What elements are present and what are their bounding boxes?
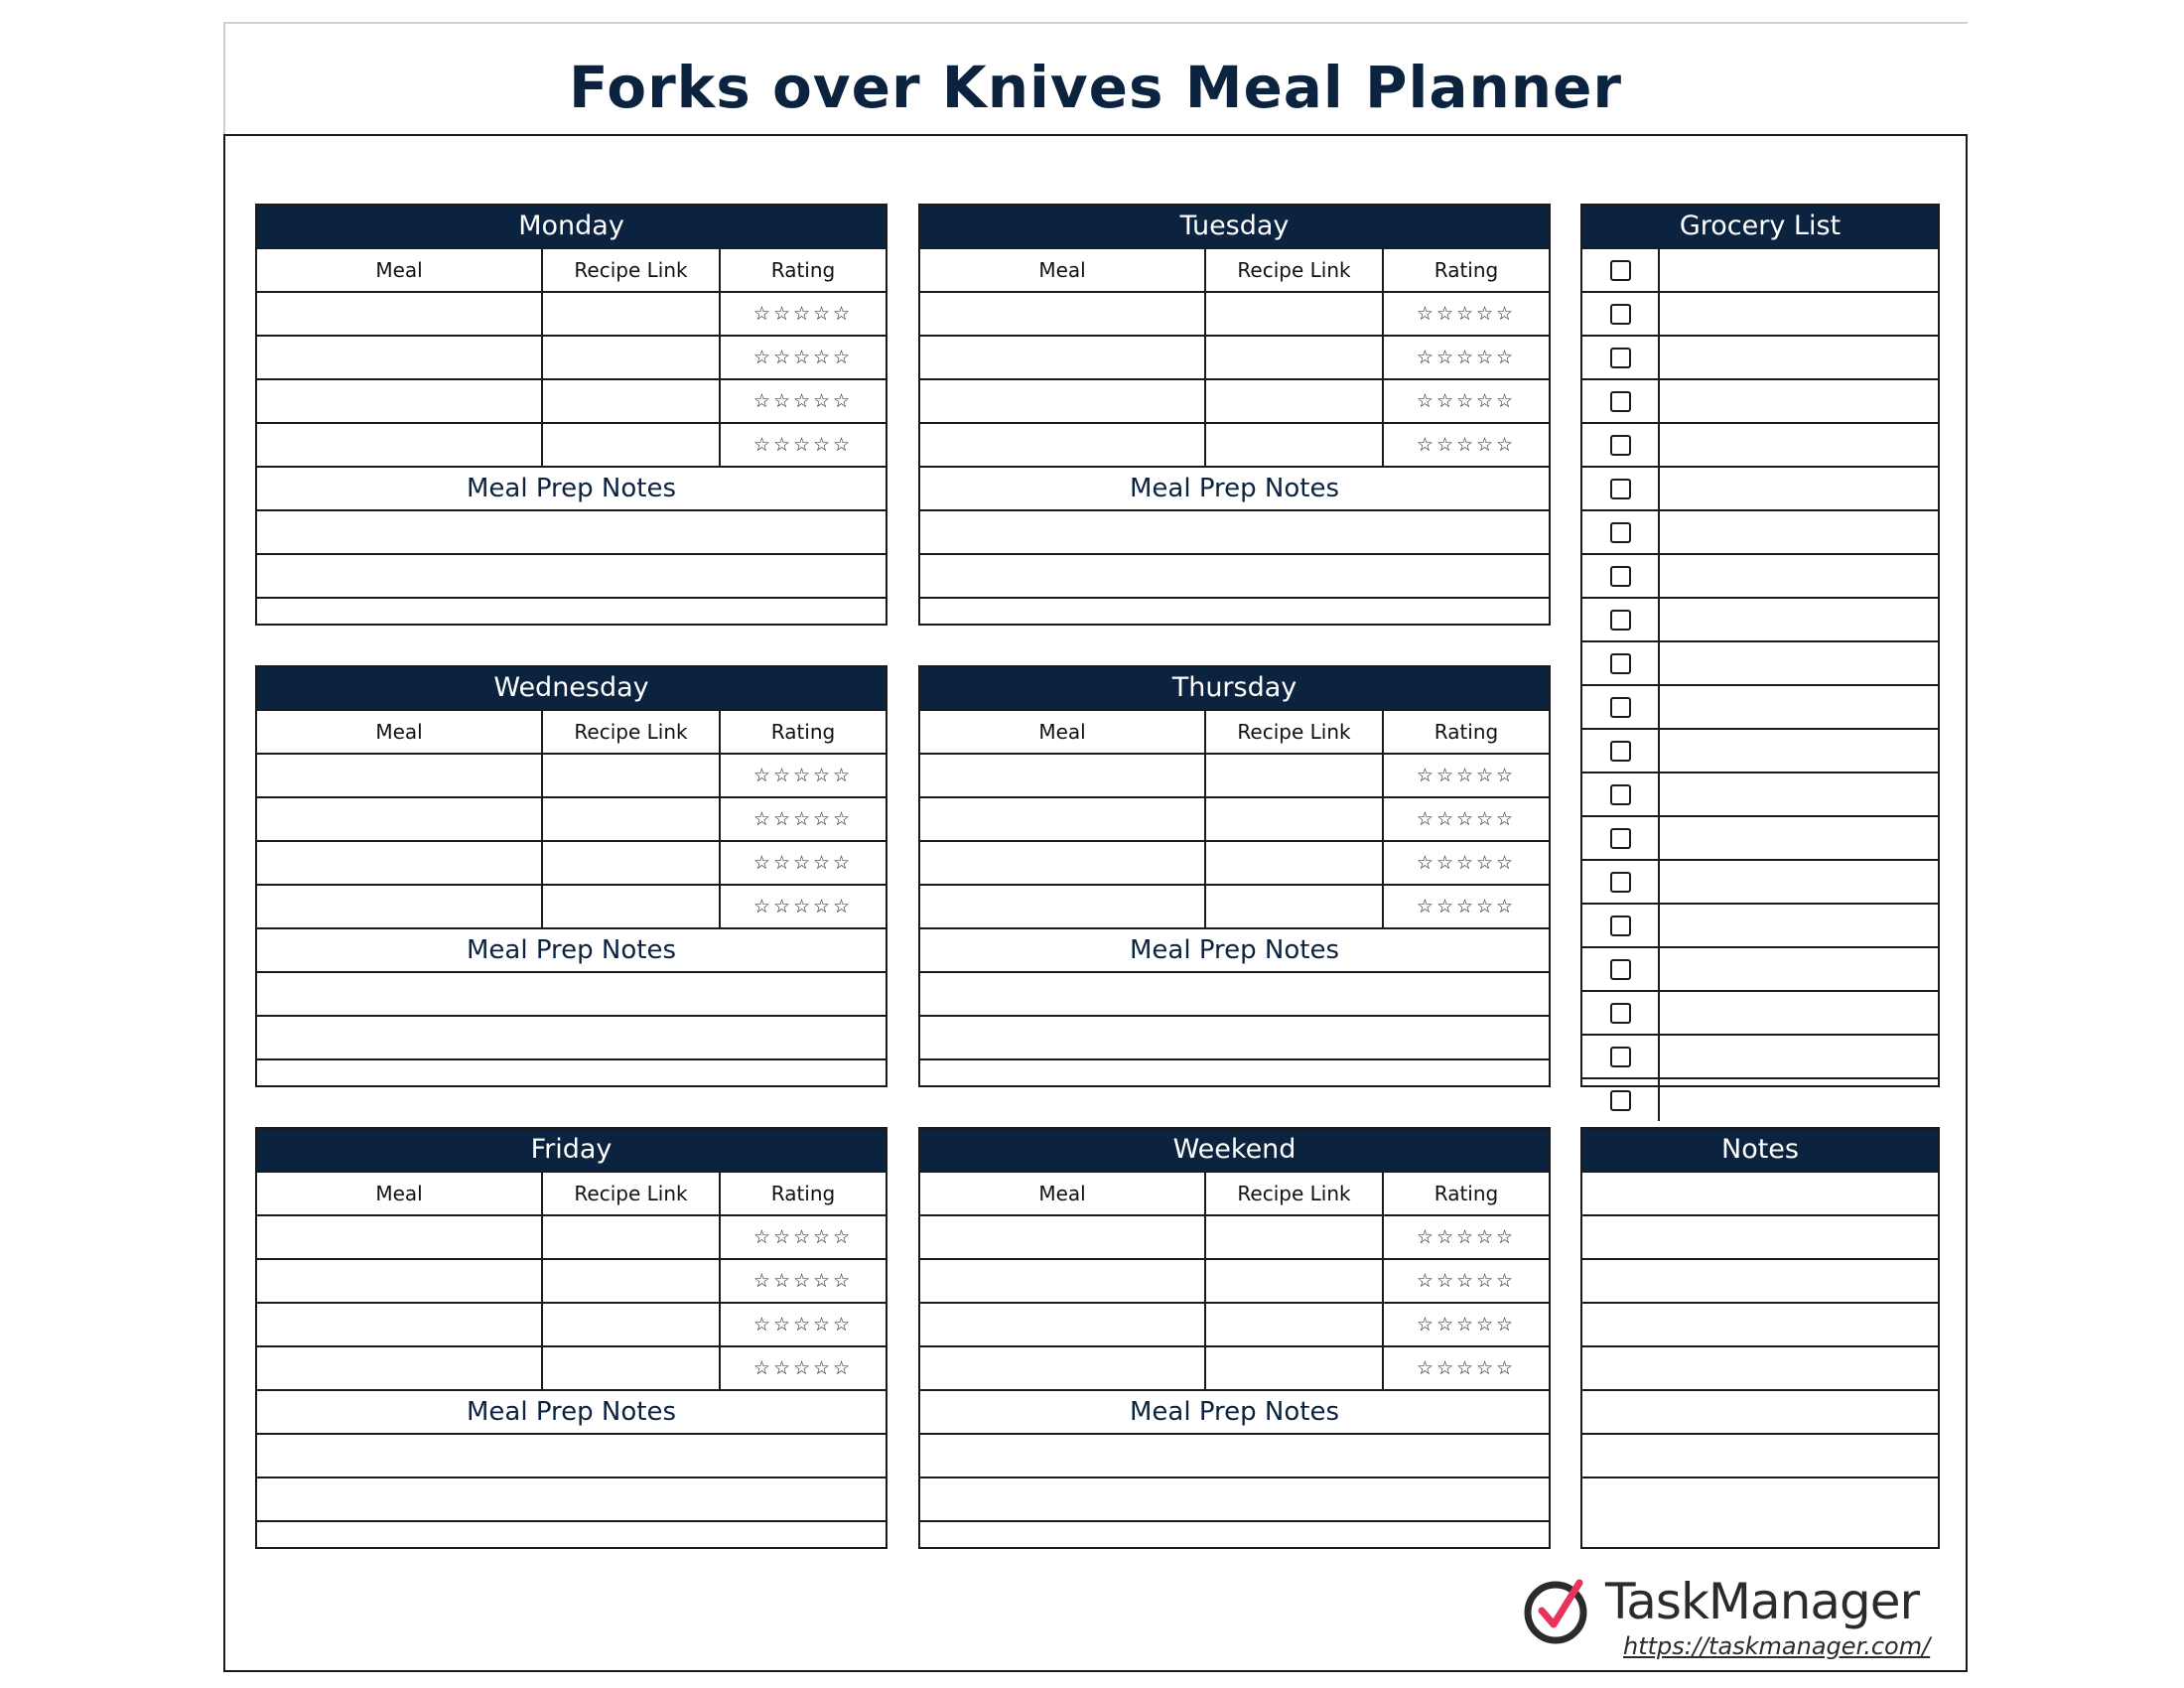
checkbox-icon[interactable]	[1610, 828, 1631, 849]
recipe-link-cell[interactable]	[543, 1304, 721, 1345]
grocery-item-field[interactable]	[1660, 468, 1938, 509]
grocery-checkbox-cell[interactable]	[1582, 992, 1660, 1034]
rating-stars-icon[interactable]: ☆☆☆☆☆	[752, 390, 854, 412]
meal-column-header: Meal	[920, 249, 1206, 291]
meal-row	[257, 1214, 886, 1258]
rating-stars-icon[interactable]: ☆☆☆☆☆	[752, 1314, 854, 1336]
meal-prep-note-line[interactable]	[257, 1520, 886, 1564]
recipe-link-cell[interactable]	[1206, 798, 1384, 840]
rating-stars-icon[interactable]: ☆☆☆☆☆	[752, 896, 854, 917]
checkbox-icon[interactable]	[1610, 566, 1631, 587]
checkbox-icon[interactable]	[1610, 522, 1631, 543]
meal-prep-notes-heading: Meal Prep Notes	[257, 1389, 886, 1433]
rating-cell[interactable]	[721, 842, 886, 884]
meal-row	[920, 335, 1549, 378]
recipe-link-cell[interactable]	[1206, 842, 1384, 884]
rating-cell[interactable]	[1384, 293, 1549, 335]
rating-stars-icon[interactable]: ☆☆☆☆☆	[1416, 1314, 1517, 1336]
meal-cell[interactable]	[257, 424, 543, 466]
meal-cell[interactable]	[257, 755, 543, 796]
meal-prep-note-line[interactable]	[920, 553, 1549, 597]
checkbox-icon[interactable]	[1610, 697, 1631, 718]
checkbox-icon[interactable]	[1610, 915, 1631, 936]
meal-column-header: Meal	[920, 711, 1206, 753]
meal-row	[920, 1258, 1549, 1302]
meal-cell[interactable]	[257, 293, 543, 335]
rating-cell[interactable]	[721, 886, 886, 927]
meal-prep-notes-heading: Meal Prep Notes	[257, 466, 886, 509]
meal-cell[interactable]	[257, 337, 543, 378]
grocery-checkbox-cell[interactable]	[1582, 642, 1660, 684]
rating-stars-icon[interactable]: ☆☆☆☆☆	[752, 347, 854, 368]
column-header-row	[257, 1171, 886, 1214]
meal-row	[257, 796, 886, 840]
rating-stars-icon[interactable]: ☆☆☆☆☆	[752, 1270, 854, 1292]
checkbox-icon[interactable]	[1610, 784, 1631, 805]
rating-stars-icon[interactable]: ☆☆☆☆☆	[1416, 808, 1517, 830]
recipe-link-cell[interactable]	[1206, 886, 1384, 927]
rating-stars-icon[interactable]: ☆☆☆☆☆	[1416, 1226, 1517, 1248]
notes-line[interactable]	[1582, 1433, 1938, 1477]
rating-cell[interactable]	[1384, 886, 1549, 927]
day-card-friday	[255, 1127, 887, 1549]
checkbox-icon[interactable]	[1610, 348, 1631, 368]
rating-cell[interactable]	[1384, 1260, 1549, 1302]
grocery-item-row	[1582, 509, 1938, 553]
checkbox-icon[interactable]	[1610, 1003, 1631, 1024]
grocery-checkbox-cell[interactable]	[1582, 1079, 1660, 1121]
rating-stars-icon[interactable]: ☆☆☆☆☆	[752, 1357, 854, 1379]
notes-line[interactable]	[1582, 1214, 1938, 1258]
rating-stars-icon[interactable]: ☆☆☆☆☆	[1416, 896, 1517, 917]
meal-prep-note-line[interactable]	[257, 1433, 886, 1477]
grocery-checkbox-cell[interactable]	[1582, 948, 1660, 990]
grocery-checkbox-cell[interactable]	[1582, 774, 1660, 815]
grocery-checkbox-cell[interactable]	[1582, 380, 1660, 422]
grocery-item-field[interactable]	[1660, 642, 1938, 684]
rating-cell[interactable]	[1384, 1216, 1549, 1258]
rating-cell[interactable]	[721, 337, 886, 378]
rating-cell[interactable]	[721, 380, 886, 422]
recipe-link-column-header: Recipe Link	[543, 1173, 721, 1214]
grocery-list-card	[1580, 204, 1940, 1087]
meal-column-header: Meal	[257, 1173, 543, 1214]
rating-cell[interactable]	[1384, 755, 1549, 796]
grocery-item-field[interactable]	[1660, 380, 1938, 422]
meal-row	[257, 1258, 886, 1302]
meal-cell[interactable]	[257, 886, 543, 927]
rating-cell[interactable]	[1384, 1347, 1549, 1389]
page-title: Forks over Knives Meal Planner	[568, 54, 1623, 121]
meal-cell[interactable]	[257, 1304, 543, 1345]
rating-stars-icon[interactable]: ☆☆☆☆☆	[752, 303, 854, 325]
meal-prep-notes-heading: Meal Prep Notes	[920, 466, 1549, 509]
meal-cell[interactable]	[920, 293, 1206, 335]
meal-cell[interactable]	[920, 842, 1206, 884]
rating-column-header: Rating	[770, 258, 836, 282]
recipe-link-cell[interactable]	[543, 798, 721, 840]
grocery-item-row	[1582, 1034, 1938, 1077]
rating-column-header: Rating	[1433, 1182, 1499, 1205]
rating-cell[interactable]	[721, 1347, 886, 1389]
grocery-item-row	[1582, 553, 1938, 597]
meal-row	[920, 291, 1549, 335]
rating-cell[interactable]	[721, 755, 886, 796]
grocery-item-field[interactable]	[1660, 249, 1938, 291]
grocery-item-row	[1582, 247, 1938, 291]
rating-column-header: Rating	[770, 720, 836, 744]
recipe-link-cell[interactable]	[1206, 1347, 1384, 1389]
grocery-item-row	[1582, 422, 1938, 466]
meal-row	[920, 1302, 1549, 1345]
meal-cell[interactable]	[920, 337, 1206, 378]
grocery-checkbox-cell[interactable]	[1582, 555, 1660, 597]
recipe-link-cell[interactable]	[1206, 293, 1384, 335]
notes-card	[1580, 1127, 1940, 1549]
rating-stars-icon[interactable]: ☆☆☆☆☆	[752, 808, 854, 830]
checkbox-icon[interactable]	[1610, 959, 1631, 980]
grocery-checkbox-cell[interactable]	[1582, 337, 1660, 378]
grocery-item-row	[1582, 335, 1938, 378]
rating-cell[interactable]	[1384, 337, 1549, 378]
recipe-link-column-header: Recipe Link	[1206, 711, 1384, 753]
day-title: Tuesday	[920, 206, 1549, 247]
brand-name: TaskManager	[1605, 1573, 1920, 1630]
recipe-link-cell[interactable]	[543, 1347, 721, 1389]
meal-cell[interactable]	[920, 1347, 1206, 1389]
check-circle-icon	[1524, 1575, 1595, 1646]
grocery-checkbox-cell[interactable]	[1582, 686, 1660, 728]
meal-cell[interactable]	[257, 1216, 543, 1258]
rating-cell[interactable]	[721, 1304, 886, 1345]
meal-cell[interactable]	[257, 842, 543, 884]
rating-stars-icon[interactable]: ☆☆☆☆☆	[752, 434, 854, 456]
rating-column-header: Rating	[1433, 258, 1499, 282]
meal-prep-note-line[interactable]	[257, 1477, 886, 1520]
meal-column-header: Meal	[257, 711, 543, 753]
day-card-tuesday	[918, 204, 1551, 626]
meal-cell[interactable]	[920, 380, 1206, 422]
checkbox-icon[interactable]	[1610, 391, 1631, 412]
meal-row	[920, 753, 1549, 796]
day-title: Weekend	[920, 1129, 1549, 1171]
notes-title: Notes	[1582, 1129, 1938, 1171]
checkbox-icon[interactable]	[1610, 872, 1631, 893]
meal-cell[interactable]	[920, 886, 1206, 927]
recipe-link-cell[interactable]	[1206, 1260, 1384, 1302]
meal-cell[interactable]	[257, 1347, 543, 1389]
meal-cell[interactable]	[920, 755, 1206, 796]
grocery-item-field[interactable]	[1660, 686, 1938, 728]
rating-stars-icon[interactable]: ☆☆☆☆☆	[1416, 303, 1517, 325]
day-card-weekend	[918, 1127, 1551, 1549]
notes-line[interactable]	[1582, 1345, 1938, 1389]
meal-row	[257, 840, 886, 884]
day-card-thursday	[918, 665, 1551, 1087]
rating-stars-icon[interactable]: ☆☆☆☆☆	[1416, 434, 1517, 456]
meal-prep-note-line[interactable]	[920, 509, 1549, 553]
grocery-item-field[interactable]	[1660, 599, 1938, 640]
recipe-link-cell[interactable]	[543, 424, 721, 466]
meal-cell[interactable]	[920, 1304, 1206, 1345]
recipe-link-column-header: Recipe Link	[1206, 249, 1384, 291]
rating-cell[interactable]	[1384, 842, 1549, 884]
meal-cell[interactable]	[257, 380, 543, 422]
grocery-item-row	[1582, 597, 1938, 640]
recipe-link-cell[interactable]	[543, 1216, 721, 1258]
meal-column-header: Meal	[257, 249, 543, 291]
rating-stars-icon[interactable]: ☆☆☆☆☆	[1416, 1357, 1517, 1379]
column-header-row	[257, 709, 886, 753]
checkbox-icon[interactable]	[1610, 479, 1631, 499]
grocery-item-row	[1582, 903, 1938, 946]
meal-row	[257, 422, 886, 466]
day-title: Thursday	[920, 667, 1549, 709]
rating-column-header: Rating	[770, 1182, 836, 1205]
grocery-item-row	[1582, 728, 1938, 772]
notes-line[interactable]	[1582, 1258, 1938, 1302]
grocery-item-row	[1582, 684, 1938, 728]
recipe-link-cell[interactable]	[543, 755, 721, 796]
day-card-wednesday	[255, 665, 887, 1087]
meal-prep-note-line[interactable]	[920, 1433, 1549, 1477]
meal-prep-note-line[interactable]	[257, 971, 886, 1015]
grocery-checkbox-cell[interactable]	[1582, 424, 1660, 466]
grocery-item-row	[1582, 1077, 1938, 1121]
meal-row	[257, 884, 886, 927]
meal-row	[920, 1345, 1549, 1389]
grocery-item-row	[1582, 990, 1938, 1034]
meal-cell[interactable]	[920, 1216, 1206, 1258]
grocery-item-field[interactable]	[1660, 555, 1938, 597]
recipe-link-cell[interactable]	[543, 380, 721, 422]
column-header-row	[920, 247, 1549, 291]
recipe-link-column-header: Recipe Link	[1206, 1173, 1384, 1214]
day-card-monday	[255, 204, 887, 626]
checkbox-icon[interactable]	[1610, 304, 1631, 325]
brand-url[interactable]: https://taskmanager.com/	[1623, 1632, 1931, 1660]
grocery-item-row	[1582, 466, 1938, 509]
meal-prep-note-line[interactable]	[920, 1477, 1549, 1520]
day-title: Wednesday	[257, 667, 886, 709]
planner-sheet	[223, 22, 1968, 1672]
grocery-item-field[interactable]	[1660, 905, 1938, 946]
recipe-link-cell[interactable]	[543, 1260, 721, 1302]
meal-row	[257, 378, 886, 422]
notes-line[interactable]	[1582, 1477, 1938, 1520]
day-title: Friday	[257, 1129, 886, 1171]
recipe-link-cell[interactable]	[543, 886, 721, 927]
recipe-link-cell[interactable]	[1206, 380, 1384, 422]
grocery-item-row	[1582, 378, 1938, 422]
meal-prep-note-line[interactable]	[257, 509, 886, 553]
recipe-link-cell[interactable]	[1206, 1216, 1384, 1258]
grocery-item-field[interactable]	[1660, 948, 1938, 990]
rating-stars-icon[interactable]: ☆☆☆☆☆	[1416, 765, 1517, 786]
grocery-checkbox-cell[interactable]	[1582, 511, 1660, 553]
recipe-link-column-header: Recipe Link	[543, 249, 721, 291]
grocery-item-row	[1582, 640, 1938, 684]
grocery-item-field[interactable]	[1660, 774, 1938, 815]
column-header-row	[920, 709, 1549, 753]
recipe-link-cell[interactable]	[543, 337, 721, 378]
checkbox-icon[interactable]	[1610, 1090, 1631, 1111]
meal-row	[920, 884, 1549, 927]
recipe-link-cell[interactable]	[543, 293, 721, 335]
grocery-item-row	[1582, 815, 1938, 859]
meal-prep-note-line[interactable]	[920, 971, 1549, 1015]
grocery-item-field[interactable]	[1660, 730, 1938, 772]
grocery-checkbox-cell[interactable]	[1582, 293, 1660, 335]
grocery-checkbox-cell[interactable]	[1582, 861, 1660, 903]
recipe-link-cell[interactable]	[1206, 755, 1384, 796]
meal-row	[920, 422, 1549, 466]
meal-prep-notes-heading: Meal Prep Notes	[920, 927, 1549, 971]
checkbox-icon[interactable]	[1610, 610, 1631, 631]
notes-line[interactable]	[1582, 1302, 1938, 1345]
rating-cell[interactable]	[1384, 798, 1549, 840]
rating-column-header: Rating	[1433, 720, 1499, 744]
meal-cell[interactable]	[920, 798, 1206, 840]
day-title: Monday	[257, 206, 886, 247]
recipe-link-column-header: Recipe Link	[543, 711, 721, 753]
rating-stars-icon[interactable]: ☆☆☆☆☆	[752, 1226, 854, 1248]
meal-row	[257, 335, 886, 378]
meal-column-header: Meal	[920, 1173, 1206, 1214]
rating-cell[interactable]	[721, 424, 886, 466]
top-rule	[223, 22, 1968, 24]
meal-prep-notes-heading: Meal Prep Notes	[920, 1389, 1549, 1433]
grocery-item-field[interactable]	[1660, 1036, 1938, 1077]
meal-prep-note-line[interactable]	[257, 553, 886, 597]
meal-cell[interactable]	[920, 1260, 1206, 1302]
rating-cell[interactable]	[721, 293, 886, 335]
meal-cell[interactable]	[920, 424, 1206, 466]
grocery-item-field[interactable]	[1660, 424, 1938, 466]
rating-stars-icon[interactable]: ☆☆☆☆☆	[752, 852, 854, 874]
grocery-checkbox-cell[interactable]	[1582, 1036, 1660, 1077]
meal-prep-notes-heading: Meal Prep Notes	[257, 927, 886, 971]
grocery-item-row	[1582, 291, 1938, 335]
meal-cell[interactable]	[257, 798, 543, 840]
meal-row	[257, 753, 886, 796]
rating-stars-icon[interactable]: ☆☆☆☆☆	[1416, 390, 1517, 412]
grocery-checkbox-cell[interactable]	[1582, 730, 1660, 772]
checkbox-icon[interactable]	[1610, 741, 1631, 762]
meal-row	[920, 796, 1549, 840]
grocery-checkbox-cell[interactable]	[1582, 905, 1660, 946]
column-header-row	[920, 1171, 1549, 1214]
grocery-item-row	[1582, 772, 1938, 815]
grocery-item-row	[1582, 859, 1938, 903]
rating-cell[interactable]	[1384, 380, 1549, 422]
recipe-link-cell[interactable]	[543, 842, 721, 884]
checkbox-icon[interactable]	[1610, 260, 1631, 281]
grocery-checkbox-cell[interactable]	[1582, 599, 1660, 640]
recipe-link-cell[interactable]	[1206, 424, 1384, 466]
checkbox-icon[interactable]	[1610, 1047, 1631, 1067]
rating-cell[interactable]	[1384, 424, 1549, 466]
column-header-row	[257, 247, 886, 291]
grocery-item-field[interactable]	[1660, 511, 1938, 553]
meal-prep-note-line[interactable]	[920, 597, 1549, 640]
meal-row	[920, 378, 1549, 422]
rating-stars-icon[interactable]: ☆☆☆☆☆	[752, 765, 854, 786]
meal-prep-note-line[interactable]	[257, 1015, 886, 1058]
meal-row	[920, 840, 1549, 884]
rating-cell[interactable]	[721, 1216, 886, 1258]
rating-cell[interactable]	[721, 1260, 886, 1302]
grocery-item-field[interactable]	[1660, 337, 1938, 378]
checkbox-icon[interactable]	[1610, 653, 1631, 674]
rating-stars-icon[interactable]: ☆☆☆☆☆	[1416, 347, 1517, 368]
taskmanager-logo	[1524, 1569, 1951, 1668]
grocery-checkbox-cell[interactable]	[1582, 468, 1660, 509]
rating-stars-icon[interactable]: ☆☆☆☆☆	[1416, 852, 1517, 874]
grocery-checkbox-cell[interactable]	[1582, 817, 1660, 859]
grocery-item-field[interactable]	[1660, 293, 1938, 335]
grocery-item-field[interactable]	[1660, 861, 1938, 903]
meal-row	[920, 1214, 1549, 1258]
rating-cell[interactable]	[1384, 1304, 1549, 1345]
grocery-checkbox-cell[interactable]	[1582, 249, 1660, 291]
meal-prep-note-line[interactable]	[257, 597, 886, 640]
grocery-item-field[interactable]	[1660, 1079, 1938, 1121]
meal-prep-note-line[interactable]	[920, 1058, 1549, 1102]
meal-row	[257, 1302, 886, 1345]
meal-row	[257, 1345, 886, 1389]
rating-cell[interactable]	[721, 798, 886, 840]
rating-stars-icon[interactable]: ☆☆☆☆☆	[1416, 1270, 1517, 1292]
meal-prep-note-line[interactable]	[257, 1058, 886, 1102]
grocery-list-title: Grocery List	[1582, 206, 1938, 247]
notes-line[interactable]	[1582, 1171, 1938, 1214]
meal-prep-note-line[interactable]	[920, 1015, 1549, 1058]
grocery-item-field[interactable]	[1660, 817, 1938, 859]
meal-row	[257, 291, 886, 335]
meal-cell[interactable]	[257, 1260, 543, 1302]
meal-prep-note-line[interactable]	[920, 1520, 1549, 1564]
checkbox-icon[interactable]	[1610, 435, 1631, 456]
notes-line[interactable]	[1582, 1389, 1938, 1433]
recipe-link-cell[interactable]	[1206, 337, 1384, 378]
grocery-item-field[interactable]	[1660, 992, 1938, 1034]
recipe-link-cell[interactable]	[1206, 1304, 1384, 1345]
grocery-item-row	[1582, 946, 1938, 990]
